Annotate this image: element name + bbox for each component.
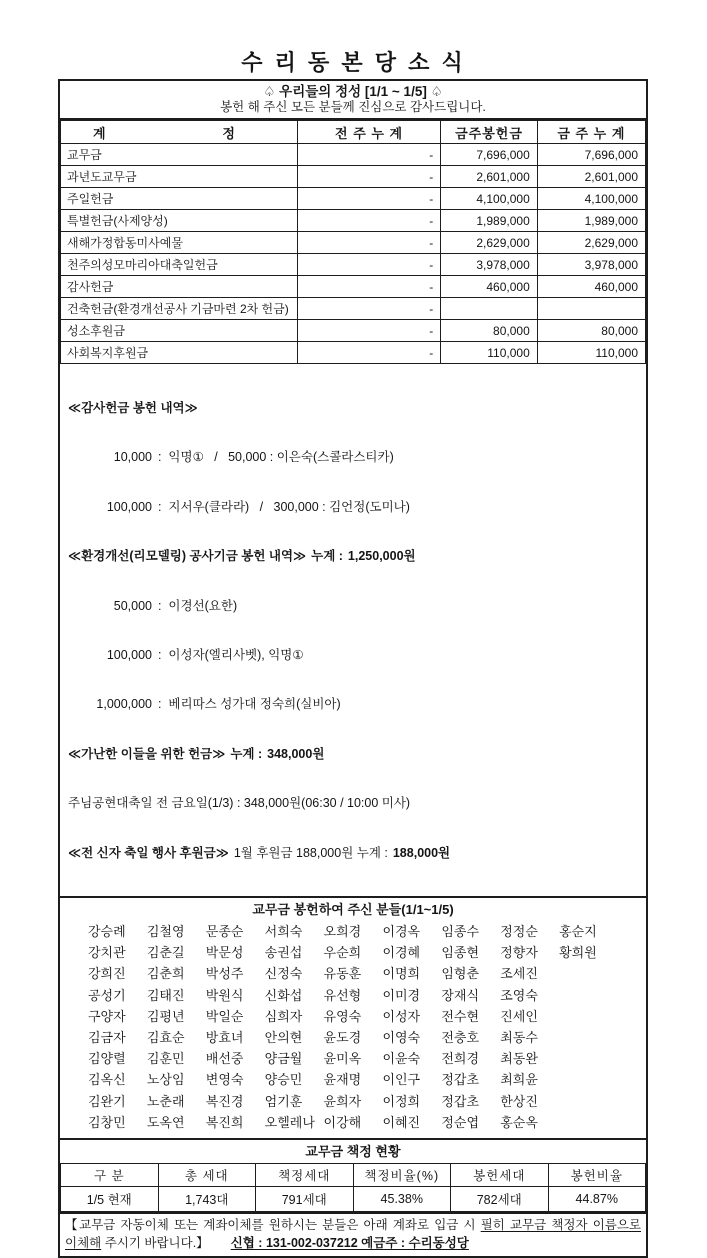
transfer-notice-underlined: 필히 교무금 책정자 이름으로 [480,1218,641,1233]
week-total: 3,978,000 [537,254,645,276]
assessment-value: 44.87% [548,1187,646,1212]
donor-name: 윤재명 [323,1072,362,1088]
donor-name: 김양렬 [88,1051,126,1067]
donor-name: 김효순 [146,1030,185,1046]
donor-name: 안의현 [264,1030,303,1046]
donor-name: 도옥연 [146,1114,185,1130]
prev-total: - [297,298,440,320]
donor-name: 공성기 [88,987,126,1003]
week-total: 1,989,000 [537,210,645,232]
donor-name: 전수현 [441,1008,480,1024]
table-row [61,144,646,166]
account-column-header: 계 정 [61,121,298,144]
donation-amount: 100,000 [106,648,152,663]
assessment-data-row [61,1187,646,1212]
donor-name: 이강해 [323,1114,362,1130]
assessment-section-title: 교무금 책정 현황 [305,1144,401,1160]
donor-name: 배선중 [205,1051,244,1067]
donor-name: 심희자 [264,1008,303,1024]
prev-total: - [297,144,440,166]
table-row [61,166,646,188]
offering-details-section [60,364,646,896]
poor-fund-section-title: ≪가난한 이들을 위한 헌금≫ 누계 : 348,000원 [68,746,325,761]
donor-name: 최희윤 [500,1072,538,1088]
donor-name: 문종순 [205,924,244,940]
week-total: 460,000 [537,276,645,298]
table-row [61,232,646,254]
donor-name: 김태진 [146,987,185,1003]
donor-name: 윤희자 [323,1093,362,1109]
week-total: 110,000 [537,342,645,364]
donor-row [60,1091,646,1112]
account-name: 특별헌금(사제양성) [61,210,298,232]
table-row [61,210,646,232]
offering-period-title: ♤ 우리들의 정성 [1/1 ~ 1/5] ♤ [263,84,443,99]
this-week-offering-header: 금주봉헌금 [441,121,538,144]
donor-name: 정갑초 [441,1093,480,1109]
poor-fund-total: 348,000원 [267,746,325,761]
donor-name: 유영숙 [323,1008,362,1024]
donation-amount: 100,000 [106,499,152,514]
table-row [61,188,646,210]
prev-total: - [297,342,440,364]
donor-name: 윤미옥 [323,1051,362,1067]
donor-name: 김완기 [88,1093,126,1109]
donor-row [60,921,646,942]
week-offering [441,298,538,320]
donor-name: 구양자 [88,1008,126,1024]
donor-name: 한상진 [500,1093,538,1109]
donor-name: 이경옥 [382,924,421,940]
donor-name: 윤도경 [323,1030,362,1046]
assessment-value: 1,743대 [158,1187,256,1212]
donor-name: 변영숙 [205,1072,244,1088]
account-name: 성소후원금 [61,320,298,342]
donor-name: 신화섭 [264,987,303,1003]
donor-name: 홍순지 [559,924,597,940]
week-offering: 2,629,000 [441,232,538,254]
donor-name: 엄기훈 [264,1093,303,1109]
week-offering: 4,100,000 [441,188,538,210]
donor-name: 홍순옥 [500,1114,538,1130]
donor-name: 김평년 [146,1008,185,1024]
donor-name: 최동완 [500,1051,538,1067]
table-row [61,342,646,364]
donor-name: 전충호 [441,1030,480,1046]
prev-total: - [297,276,440,298]
donor-name: 박일순 [205,1008,244,1024]
donor-row [60,1048,646,1069]
donor-name: 황희원 [559,945,597,961]
donor-name: 정순엽 [441,1114,480,1130]
donor-name: 박성주 [205,966,244,982]
donor-name: 방효녀 [205,1030,244,1046]
donor-name: 이경혜 [382,945,421,961]
donor-name: 양금월 [264,1051,303,1067]
donor-name: 이혜진 [382,1114,421,1130]
donor-name: 오헬레나 [264,1114,315,1130]
assessment-header: 총 세대 [158,1164,256,1187]
donor-name: 우순희 [323,945,362,961]
donation-donors: : 이성자(엘리사벳), 익명① [158,648,304,663]
week-offering: 7,696,000 [441,144,538,166]
donor-row [60,942,646,963]
donor-name: 박문성 [205,945,244,961]
feast-fund-section-title: ≪전 신자 축일 행사 후원금≫ 1월 후원금 188,000원 누계 : 188,000원 [68,845,451,860]
donors-section [60,896,646,1138]
assessment-value: 45.38% [353,1187,451,1212]
this-week-total-header: 금 주 누 계 [537,121,645,144]
donor-name: 이명희 [382,966,421,982]
donation-amount: 1,000,000 [96,697,152,712]
donor-name: 강희진 [88,966,126,982]
table-row [61,276,646,298]
account-name: 감사헌금 [61,276,298,298]
donor-name: 복진희 [205,1114,244,1130]
prev-total: - [297,232,440,254]
donor-name: 정갑초 [441,1072,480,1088]
assessment-header: 봉헌비율 [548,1164,646,1187]
donor-name: 박원식 [205,987,244,1003]
donor-name: 신정숙 [264,966,303,982]
offering-table-header-row [61,121,646,144]
donor-name: 임형춘 [441,966,480,982]
account-name: 건축헌금(환경개선공사 기금마련 2차 헌금) [61,298,298,320]
offering-header [60,81,646,120]
transfer-notice-line1: 【교무금 자동이체 또는 계좌이체를 원하시는 분들은 아래 계좌로 입금 시 필히 교무금 책정자 이름으로 [65,1218,641,1233]
week-offering: 110,000 [441,342,538,364]
prev-total: - [297,210,440,232]
week-total [537,298,645,320]
page-title: 수 리 동 본 당 소 식 [241,50,466,75]
account-name: 주일헌금 [61,188,298,210]
assessment-header: 책정세대 [256,1164,354,1187]
assessment-value: 791세대 [256,1187,354,1212]
donor-name: 임종수 [441,924,480,940]
donor-name: 오희경 [323,924,362,940]
donor-name: 김옥신 [88,1072,126,1088]
donation-amount: 10,000 [113,450,152,465]
assessment-header: 책정비율(%) [353,1164,451,1187]
assessment-header-row [61,1164,646,1187]
account-name: 천주의성모마리아대축일헌금 [61,254,298,276]
poor-fund-detail: 주님공현대축일 전 금요일(1/3) : 348,000원(06:30 / 10:00 미사) [68,796,411,811]
donation-donors: : 베리따스 성가대 정숙희(실비아) [158,697,341,712]
donor-name: 유선형 [323,987,362,1003]
week-total: 7,696,000 [537,144,645,166]
donor-name: 양승민 [264,1072,303,1088]
week-offering: 1,989,000 [441,210,538,232]
table-row [61,298,646,320]
donor-name: 조세진 [500,966,538,982]
donor-name: 장재식 [441,987,480,1003]
prev-total: - [297,254,440,276]
donor-name: 유동훈 [323,966,362,982]
donation-line [68,596,638,617]
account-name: 교무금 [61,144,298,166]
donor-row [60,1069,646,1090]
account-name: 새해가정합동미사예물 [61,232,298,254]
donor-name: 송권섭 [264,945,303,961]
donor-row [60,1006,646,1027]
week-total: 80,000 [537,320,645,342]
donor-name: 이정희 [382,1093,421,1109]
bulletin-box [58,79,648,1258]
donor-name: 노상임 [146,1072,185,1088]
donor-name: 진세인 [500,1008,538,1024]
transfer-notice-line2: 이체해 주시기 바랍니다.】 신협 : 131-002-037212 예금주 : 수리동성당 [65,1235,469,1250]
donor-name: 강승례 [88,924,126,940]
donor-name: 이인구 [382,1072,421,1088]
donor-name: 정정순 [500,924,538,940]
donation-donors: : 지서우(클라라) / 300,000 : 김언정(도미나) [158,499,410,514]
donor-name: 서희숙 [264,924,303,940]
donor-name: 조영숙 [500,987,538,1003]
table-row [61,320,646,342]
donor-name: 김금자 [88,1030,126,1046]
offering-thanks-subtitle: 봉헌 해 주신 모든 분들께 진심으로 감사드립니다. [220,100,486,114]
week-offering: 2,601,000 [441,166,538,188]
account-name: 사회복지후원금 [61,342,298,364]
week-total: 2,629,000 [537,232,645,254]
donor-name: 노춘래 [146,1093,185,1109]
bank-account-info: 신협 : 131-002-037212 예금주 : 수리동성당 [230,1235,469,1250]
donor-name: 임종현 [441,945,480,961]
prev-week-total-header: 전 주 누 계 [297,121,440,144]
donor-name: 전희경 [441,1051,480,1067]
donation-line [68,645,638,666]
donation-line [68,694,638,715]
assessment-header: 구 분 [61,1164,159,1187]
thanks-offering-section-title: ≪감사헌금 봉헌 내역≫ [68,401,198,415]
footer-notice [60,1212,646,1256]
donor-name: 김춘길 [146,945,185,961]
week-total: 4,100,000 [537,188,645,210]
prev-total: - [297,166,440,188]
assessment-value: 782세대 [451,1187,549,1212]
donor-name: 복진경 [205,1093,244,1109]
week-offering: 460,000 [441,276,538,298]
donor-name: 정향자 [500,945,538,961]
donation-donors: : 이경선(요한) [158,598,238,613]
renovation-fund-total: 1,250,000원 [347,549,416,564]
donor-row [60,1112,646,1133]
prev-total: - [297,188,440,210]
donation-amount: 50,000 [113,598,152,613]
week-total: 2,601,000 [537,166,645,188]
donor-row [60,985,646,1006]
donor-name: 최동수 [500,1030,538,1046]
offering-table [60,120,646,364]
donor-name: 김철영 [146,924,185,940]
donation-donors: : 익명① / 50,000 : 이은숙(스콜라스티카) [158,450,394,465]
assessment-value: 1/5 현재 [61,1187,159,1212]
renovation-fund-section-title: ≪환경개선(리모델링) 공사기금 봉헌 내역≫ 누계 : 1,250,000원 [68,549,416,564]
donation-line [68,447,638,468]
donor-name: 김춘희 [146,966,185,982]
donor-name: 김창민 [88,1114,126,1130]
week-offering: 80,000 [441,320,538,342]
donor-name: 강치관 [88,945,126,961]
donor-name: 이성자 [382,1008,421,1024]
assessment-table [60,1163,646,1212]
donor-row [60,1027,646,1048]
feast-fund-total: 188,000원 [392,845,451,860]
assessment-header: 봉헌세대 [451,1164,549,1187]
donor-name: 이미경 [382,987,421,1003]
account-name: 과년도교무금 [61,166,298,188]
donors-section-title: 교무금 봉헌하여 주신 분들(1/1~1/5) [252,902,454,918]
donor-name: 이윤숙 [382,1051,421,1067]
assessment-section [60,1138,646,1212]
donor-name: 김훈민 [146,1051,185,1067]
table-row [61,254,646,276]
week-offering: 3,978,000 [441,254,538,276]
donor-row [60,963,646,984]
donation-line [68,497,638,518]
prev-total: - [297,320,440,342]
donor-name: 이영숙 [382,1030,421,1046]
